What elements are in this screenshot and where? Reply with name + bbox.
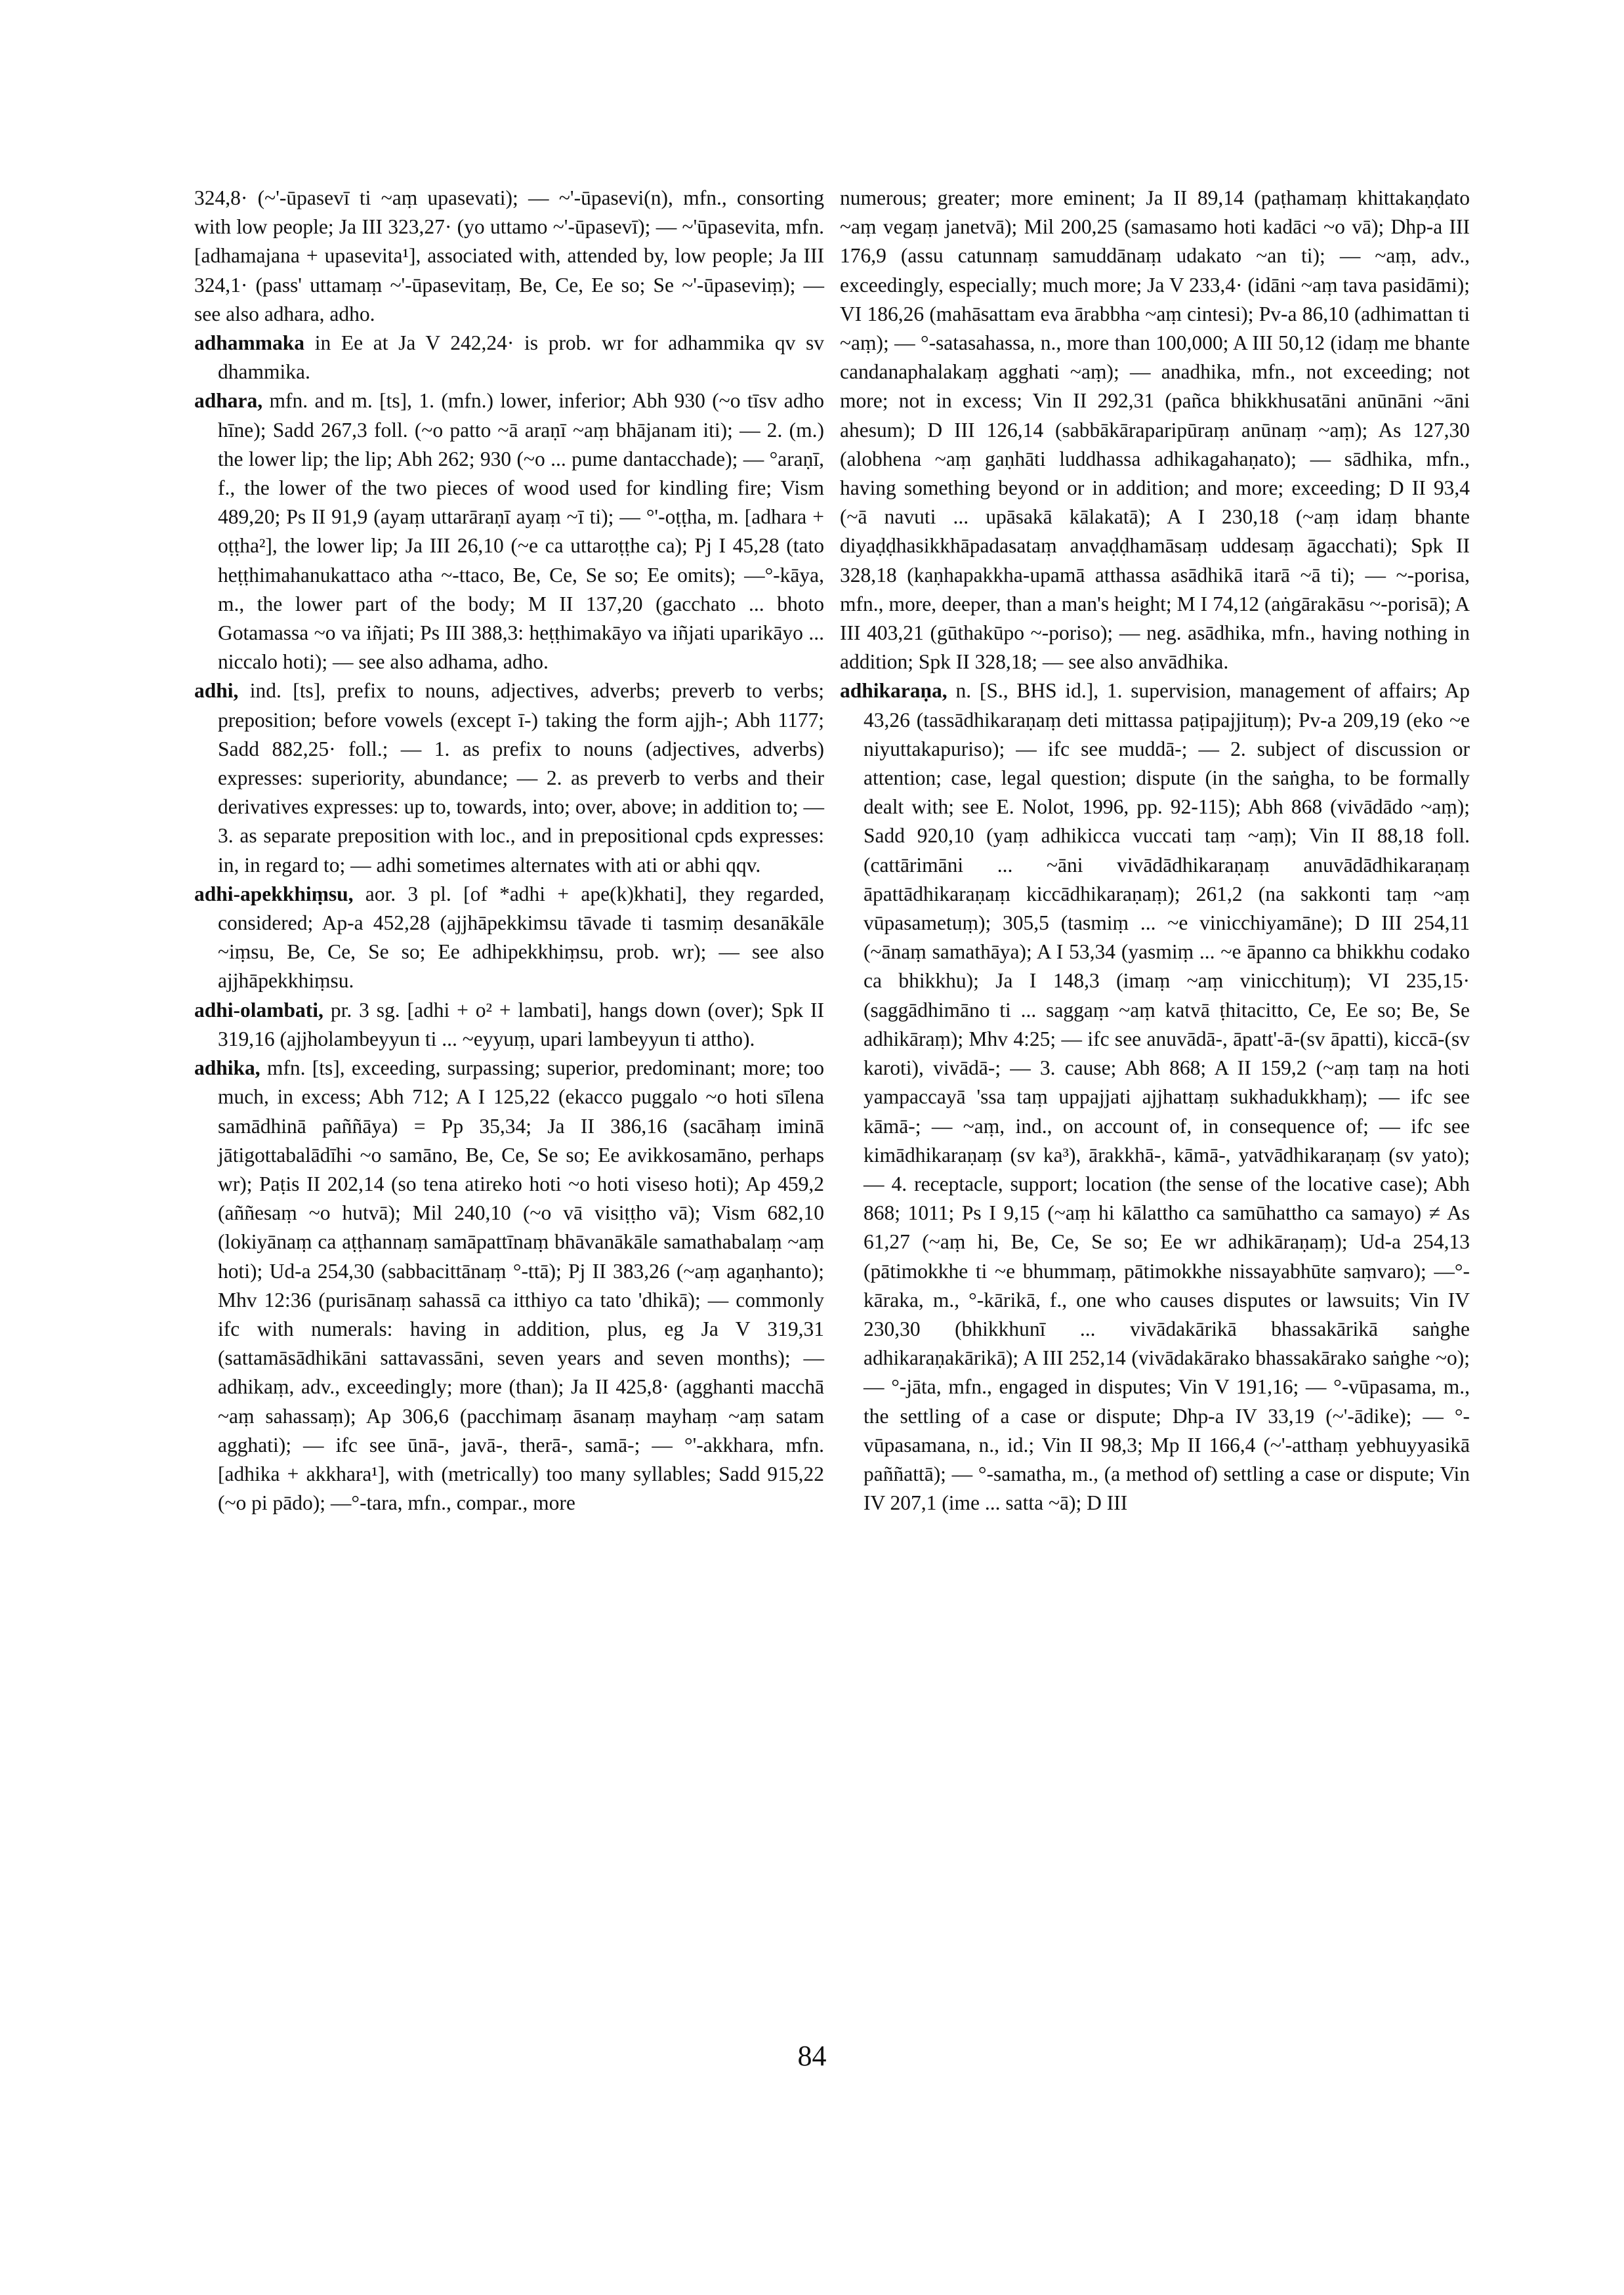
entry-headword: adhi, xyxy=(194,679,239,703)
dictionary-entry xyxy=(194,676,824,879)
entry-text: aor. 3 pl. [of *adhi + ape(k)khati], they regarded, considered; Ap-a 452,28 (ajjhāpekkimsu tāvade ti tasmiṃ desanākāle ~iṃsu, Be, Ce, Se so; Ee adhipekkhiṃsu, prob. wr); — see also ajjhāpekkhiṃsu. xyxy=(218,882,824,993)
dictionary-entry xyxy=(194,1054,824,1518)
dictionary-entry xyxy=(194,386,824,676)
entry-headword: adhika, xyxy=(194,1056,260,1080)
entry-headword: adhammaka xyxy=(194,331,305,355)
entry-text: mfn. [ts], exceeding, surpassing; superior, predominant; more; too much, in excess; Abh 712; A I 125,22 (ekacco puggalo ~o hoti sīlena samādhinā paññāya) = Pp 35,34; Ja II 386,16 (sacāhaṃ iminā jātigottabalādīhi ~o samāno, Be, Ce, Se so; Ee avikkosamāno, perhaps wr); Paṭis II 202,14 (so tena atireko hoti ~o hoti viseso hoti); Ap 459,2 (aññesaṃ ~o hutvā); Mil 240,10 (~o vā visiṭṭho vā); Vism 682,10 (lokiyānaṃ ca aṭṭhannaṃ samāpattīnaṃ bhāvanākāle samathabalaṃ ~aṃ hoti); Ud-a 254,30 (sabbacittānaṃ °-ttā); Pj II 383,26 (~aṃ agaṇhanto); Mhv 12:36 (purisānaṃ sahassā ca itthiyo ca tato 'dhikā); — commonly ifc with numerals: having in addition, plus, eg Ja V 319,31 (sattamāsādhikāni sattavassāni, seven years and seven months); — adhikaṃ, adv., exceedingly; more (than); Ja II 425,8· (agghanti macchā ~aṃ sahassaṃ); Ap 306,6 (pacchimaṃ āsanaṃ mayhaṃ ~aṃ satam agghati); — ifc see ūnā-, javā-, therā-, samā-; — °'-akkhara, mfn. [adhika + akkhara¹], with (metrically) too many syllables; Sadd 915,22 (~o pi pādo); —°-tara, mfn., compar., more xyxy=(218,1056,824,1515)
entry-headword: adhikaraṇa, xyxy=(840,679,947,703)
entry-text: n. [S., BHS id.], 1. supervision, management of affairs; Ap 43,26 (tassādhikaraṇaṃ deti mittassa paṭipajjituṃ); Pv-a 209,19 (eko ~e niyuttakapuriso); — ifc see muddā-; — 2. subject of discussion or attention; case, legal question; dispute (in the saṅgha, to be formally dealt with; see E. Nolot, 1996, pp. 92-115); Abh 868 (vivādādo ~aṃ); Sadd 920,10 (yaṃ adhikicca vuccati taṃ ~aṃ); Vin II 88,18 foll. (cattārimāni ... ~āni vivādādhikaraṇaṃ anuvādādhikaraṇaṃ āpattādhikaraṇaṃ kiccādhikaraṇaṃ); 261,2 (na sakkonti taṃ ~aṃ vūpasametuṃ); 305,5 (tasmiṃ ... ~e vinicchiyamāne); D III 254,11 (~ānaṃ samathāya); A I 53,34 (yasmiṃ ... ~e āpanno ca bhikkhu codako ca bhikkhu); Ja I 148,3 (imaṃ ~aṃ vinicchituṃ); VI 235,15· (saggādhimāno ti ... saggaṃ ~aṃ katvā ṭhitacitto, Ce, Ee so; Be, Se adhikāraṃ); Mhv 4:25; — ifc see anuvādā-, āpatt'-ā-(sv āpatti), kiccā-(sv karoti), vivādā-; — 3. cause; Abh 868; A II 159,2 (~aṃ taṃ na hoti yampaccayā 'ssa taṃ uppajjati ajjhattaṃ sukhadukkhaṃ); — ifc see kāmā-; — ~aṃ, ind., on account of, in consequence of; — ifc see kimādhikaraṇaṃ (sv ka³), ārakkhā-, kāmā-, yatvādhikaraṇaṃ (sv yato); — 4. receptacle, support; location (the sense of the locative case); Abh 868; 1011; Ps I 9,15 (~aṃ hi kālattho ca samūhattho ca samayo) ≠ As 61,27 (~aṃ hi, Be, Ce, Se so; Ee wr adhikāraṇaṃ); Ud-a 254,13 (pātimokkhe ti ~e bhummaṃ, pātimokkhe nissayabhūte saṃvaro); —°-kāraka, m., °-kārikā, f., one who causes disputes or lawsuits; Vin IV 230,30 (bhikkhunī ... vivādakārikā bhassakārikā saṅghe adhikaraṇakārikā); A III 252,14 (vivādakārako bhassakārako saṅghe ~o); — °-jāta, mfn., engaged in disputes; Vin V 191,16; — °-vūpasama, m., the settling of a case or dispute; Dhp-a IV 33,19 (~'-ādike); — °-vūpasamana, n., id.; Vin II 98,3; Mp II 166,4 (~'-atthaṃ yebhuyyasikā paññattā); — °-samatha, m., (a method of) settling a case or dispute; Vin IV 207,1 (ime ... satta ~ā); D III xyxy=(864,679,1470,1515)
right-column xyxy=(840,184,1470,1518)
entry-headword: adhi-olambati, xyxy=(194,998,323,1022)
entry-text: numerous; greater; more eminent; Ja II 89,14 (paṭhamaṃ khittakaṇḍato ~aṃ vegaṃ janetvā); Mil 200,25 (samasamo hoti kadāci ~o vā); Dhp-a III 176,9 (assu catunnaṃ samuddānaṃ udakato ~an ti); — ~aṃ, adv., exceedingly, especially; much more; Ja V 233,4· (idāni ~aṃ tava pasidāmi); VI 186,26 (mahāsattam eva ārabbha ~aṃ cintesi); Pv-a 86,10 (adhimattan ti ~aṃ); — °-satasahassa, n., more than 100,000; A III 50,12 (idaṃ me bhante candanaphalakaṃ agghati ~aṃ); — anadhika, mfn., not exceeding; not more; not in excess; Vin II 292,31 (pañca bhikkhusatāni anūnāni ~āni ahesum); D III 126,14 (sabbākāraparipūraṃ anūnaṃ ~aṃ); As 127,30 (alobhena ~aṃ gaṇhāti luddhassa adhikagahaṇato); — sādhika, mfn., having something beyond or in addition; and more; exceeding; D II 93,4 (~ā navuti ... upāsakā kālakatā); A I 230,18 (~aṃ idaṃ bhante diyaḍḍhasikkhāpadasataṃ anvaḍḍhamāsaṃ uddesaṃ āgacchati); Spk II 328,18 (kaṇhapakkha-upamā atthassa asādhikā itarā ~ā ti); — ~-porisa, mfn., more, deeper, than a man's height; M I 74,12 (aṅgārakāsu ~-porisā); A III 403,21 (gūthakūpo ~-poriso); — neg. asādhika, mfn., having nothing in addition; Spk II 328,18; — see also anvādhika. xyxy=(840,186,1470,674)
entry-text: 324,8· (~'-ūpasevī ti ~aṃ upasevati); — ~'-ūpasevi(n), mfn., consorting with low people; Ja III 323,27· (yo uttamo ~'-ūpasevī); — ~'ūpasevita, mfn. [adhamajana + upasevita¹], associated with, attended by, low people; Ja III 324,1· (pass' uttamaṃ ~'-ūpasevitaṃ, Be, Ce, Ee so; Se ~'-ūpaseviṃ); — see also adhara, adho. xyxy=(194,186,824,325)
entry-headword: adhara, xyxy=(194,389,263,413)
dictionary-entry xyxy=(194,329,824,386)
dictionary-entry xyxy=(840,184,1470,676)
dictionary-entry xyxy=(194,880,824,996)
dictionary-entry xyxy=(194,996,824,1054)
entry-text: ind. [ts], prefix to nouns, adjectives, adverbs; preverb to verbs; preposition; before vowels (except ī-) taking the form ajjh-; Abh 1177; Sadd 882,25· foll.; — 1. as prefix to nouns (adjectives, adverbs) expresses: superiority, abundance; — 2. as preverb to verbs and their derivatives expresses: up to, towards, into; over, above; in addition to; — 3. as separate preposition with loc., and in prepositional cpds expresses: in, in regard to; — adhi sometimes alternates with ati or abhi qqv. xyxy=(218,679,824,877)
entry-text: mfn. and m. [ts], 1. (mfn.) lower, inferior; Abh 930 (~o tīsv adho hīne); Sadd 267,3 foll. (~o patto ~ā araṇī ~aṃ bhājanam iti); — 2. (m.) the lower lip; the lip; Abh 262; 930 (~o ... pume dantacchade); — °araṇī, f., the lower of the two pieces of wood used for kindling fire; Vism 489,20; Ps II 91,9 (ayaṃ uttarāraṇī ayaṃ ~ī ti); — °'-oṭṭha, m. [adhara + oṭṭha²], the lower lip; Ja III 26,10 (~e ca uttaroṭṭhe ca); Pj I 45,28 (tato heṭṭhimahanukattaco atha ~-ttaco, Be, Ce, Se so; Ee omits); —°-kāya, m., the lower part of the body; M II 137,20 (gacchato ... bhoto Gotamassa ~o va iñjati; Ps III 388,3: heṭṭhimakāyo va iñjati uparikāyo ... niccalo hoti); — see also adhama, adho. xyxy=(218,389,825,674)
entry-headword: adhi-apekkhiṃsu, xyxy=(194,882,354,905)
entry-text: pr. 3 sg. [adhi + o² + lambati], hangs down (over); Spk II 319,16 (ajjholambeyyun ti ... ~eyyuṃ, upari lambeyyun ti attho). xyxy=(218,998,825,1050)
page-number: 84 xyxy=(797,2040,827,2072)
dictionary-entry xyxy=(194,184,824,329)
left-column xyxy=(194,184,824,1518)
entry-text: in Ee at Ja V 242,24· is prob. wr for adhammika qv sv dhammika. xyxy=(218,331,824,384)
dictionary-entry xyxy=(840,676,1470,1518)
